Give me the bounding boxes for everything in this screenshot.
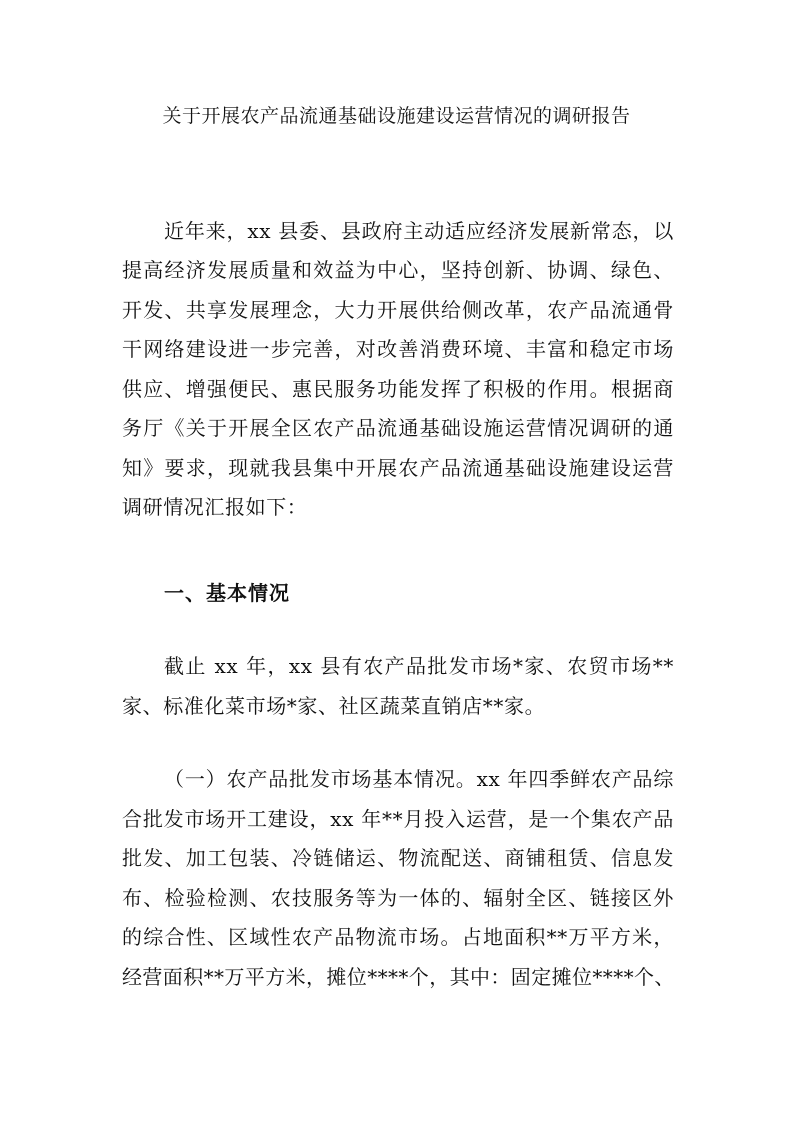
subsection-line: 经营面积**万平方米，摊位****个，其中：固定摊位****个、 — [122, 965, 675, 989]
section-heading: 一、基本情况 — [164, 581, 290, 605]
subsection-line: 批发、加工包装、冷链储运、物流配送、商铺租赁、信息发 — [122, 846, 674, 870]
subsection-line: 布、检验检测、农技服务等为一体的、辐射全区、链接区外 — [122, 886, 674, 910]
intro-line: 近年来，xx 县委、县政府主动适应经济发展新常态，以 — [164, 219, 674, 243]
intro-line: 提高经济发展质量和效益为中心，坚持创新、协调、绿色、 — [122, 258, 674, 282]
document-title: 关于开展农产品流通基础设施建设运营情况的调研报告 — [162, 105, 631, 127]
section-paragraph-line: 家、标准化菜市场*家、社区蔬菜直销店**家。 — [122, 694, 546, 718]
subsection-line: （一）农产品批发市场基本情况。xx 年四季鲜农产品综 — [164, 767, 674, 791]
intro-line: 干网络建设进一步完善，对改善消费环境、丰富和稳定市场 — [122, 337, 674, 361]
subsection-line: 的综合性、区域性农产品物流市场。占地面积**万平方米， — [122, 925, 674, 949]
intro-line: 调研情况汇报如下： — [122, 495, 308, 519]
intro-line: 务厅《关于开展全区农产品流通基础设施运营情况调研的通 — [122, 416, 674, 440]
intro-line: 知》要求，现就我县集中开展农产品流通基础设施建设运营 — [122, 456, 674, 480]
intro-line: 开发、共享发展理念，大力开展供给侧改革，农产品流通骨 — [122, 298, 674, 322]
section-paragraph-line: 截止 xx 年，xx 县有农产品批发市场*家、农贸市场** — [164, 654, 674, 678]
subsection-line: 合批发市场开工建设，xx 年**月投入运营，是一个集农产品 — [122, 807, 674, 831]
intro-line: 供应、增强便民、惠民服务功能发挥了积极的作用。根据商 — [122, 377, 674, 401]
